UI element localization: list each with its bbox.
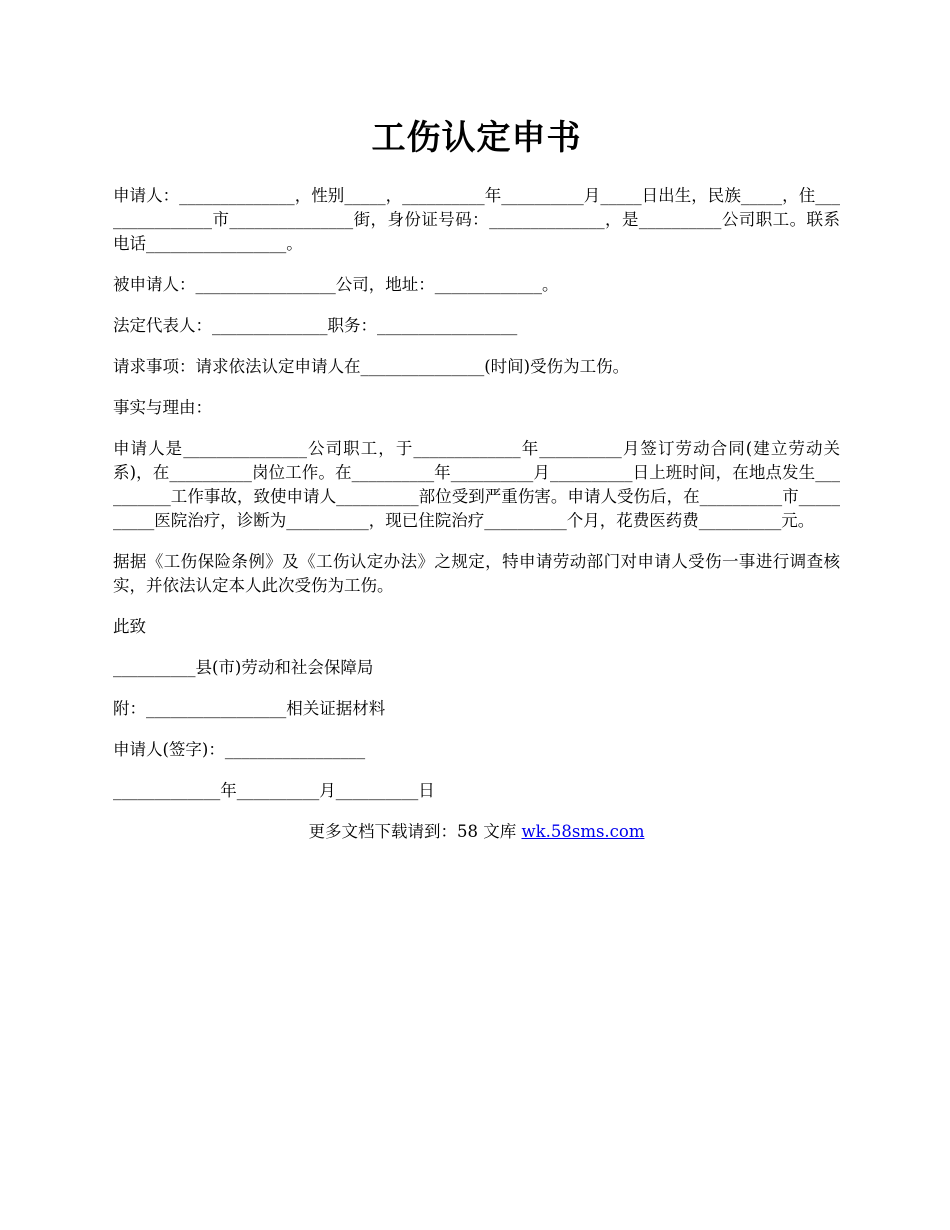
salutation: 此致 — [113, 617, 146, 636]
footer-link[interactable]: wk.58sms.com — [521, 822, 645, 841]
applicant-info-paragraph: 申请人：______________，性别_____，__________年__________月_____日出生，民族_____，住_______________市_______________街，身份证号码：______________，是__________公司职工。联系电话_________________。 — [113, 186, 840, 253]
facts-heading: 事实与理由： — [113, 398, 212, 417]
footer-prefix: 更多文档下载请到：58 文库 — [308, 822, 522, 841]
facts-paragraph: 申请人是_______________公司职工，于_____________年__________月签订劳动合同(建立劳动关系)，在__________岗位工作。在__________年__________月__________日上班时间，在地点发生__________工作事故，致使申请人__________部位受到严重伤害。申请人受伤后，在__________市__________医院治疗，诊断为__________，现已住院治疗__________个月，花费医药费__________元。 — [113, 439, 840, 530]
respondent-info-paragraph: 被申请人：_________________公司，地址：_____________。 — [113, 275, 559, 294]
document-page — [113, 110, 840, 844]
applicant-signature-line: 申请人(签字)：_________________ — [113, 740, 366, 759]
basis-paragraph: 据据《工伤保险条例》及《工伤认定办法》之规定，特申请劳动部门对申请人受伤一事进行调查核实，并依法认定本人此次受伤为工伤。 — [113, 552, 840, 595]
document-title: 工伤认定申书 — [371, 118, 582, 158]
request-paragraph: 请求事项：请求依法认定申请人在_______________(时间)受伤为工伤。 — [113, 357, 630, 376]
footer — [113, 820, 840, 844]
recipient-bureau: __________县(市)劳动和社会保障局 — [113, 658, 374, 677]
attachment-line: 附：_________________相关证据材料 — [113, 699, 386, 718]
legal-representative-paragraph: 法定代表人：______________职务：_________________ — [113, 316, 518, 335]
date-line: _____________年__________月__________日 — [113, 781, 435, 800]
